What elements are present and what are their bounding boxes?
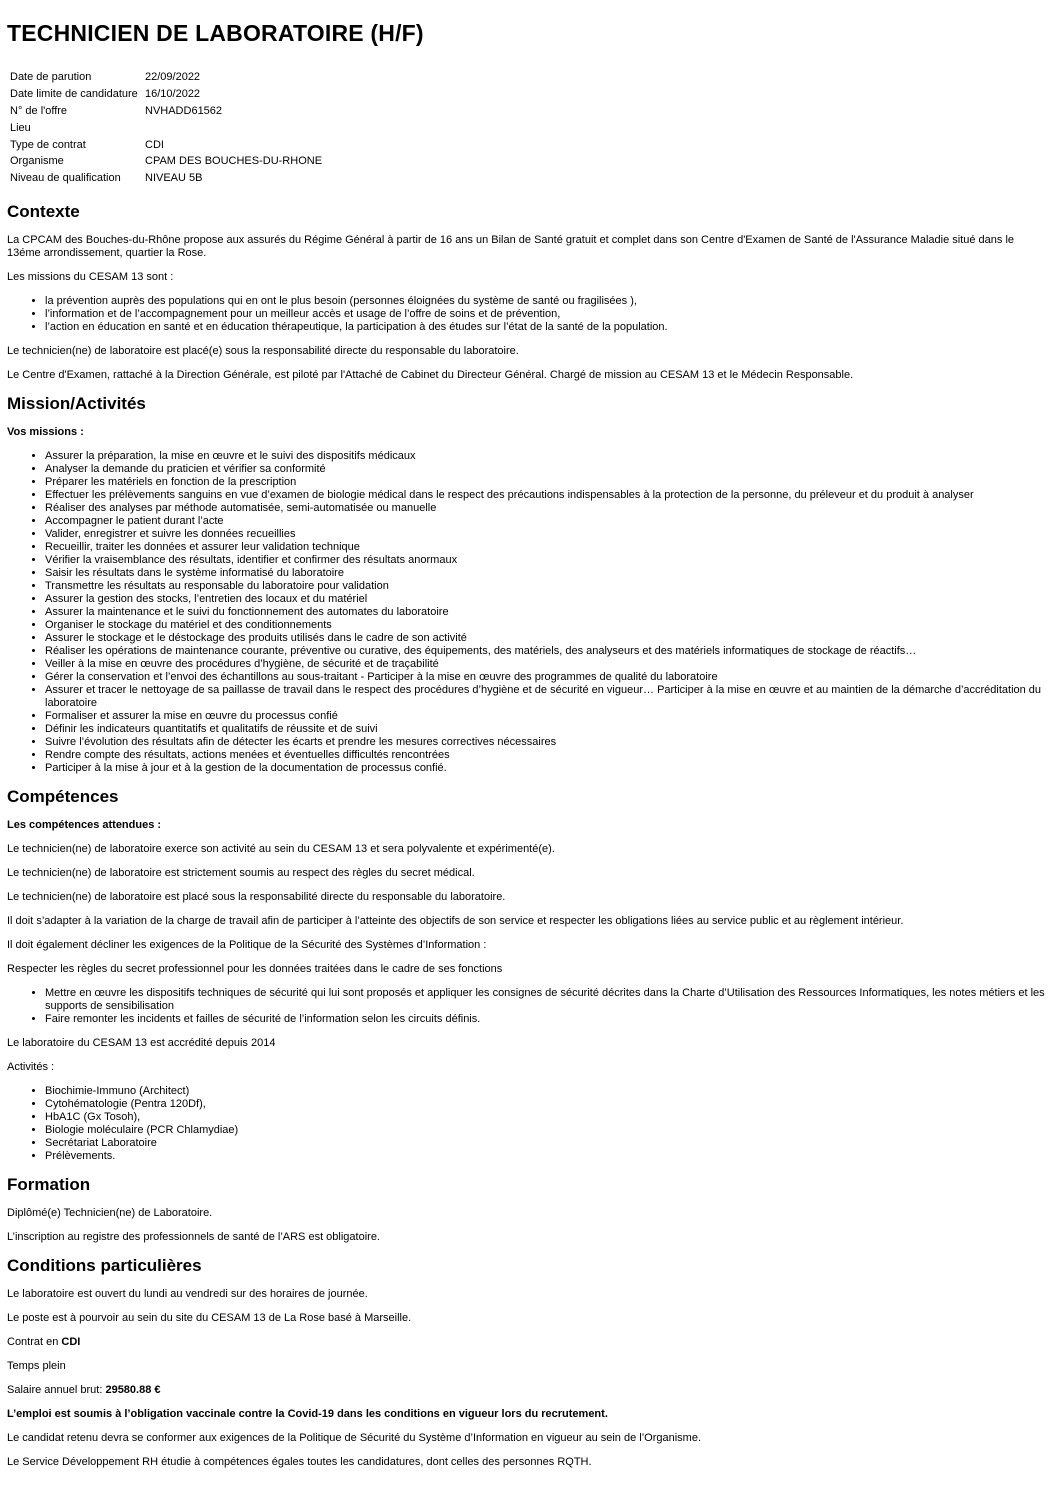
list-item: • Transmettre les résultats au responsable du laboratoire pour validation	[45, 580, 1047, 593]
section-formation	[7, 1174, 1047, 1244]
section-heading: Formation	[7, 1175, 91, 1194]
list-item: • Définir les indicateurs quantitatifs et qualitatifs de réussite et de suivi	[45, 723, 1047, 736]
section-heading: Contexte	[7, 202, 80, 221]
paragraph: Le candidat retenu devra se conformer aux exigences de la Politique de Sécurité du Système d’Information en vigueur au sein de l’Organisme.	[7, 1432, 702, 1444]
section-conditions	[7, 1255, 1047, 1469]
list-item: • Biologie moléculaire (PCR Chlamydiae)	[45, 1124, 1047, 1137]
bullet-list	[7, 1085, 1047, 1163]
list-item: • Participer à la mise à jour et à la gestion de la documentation de processus confié.	[45, 762, 1047, 775]
paragraph: Le technicien(ne) de laboratoire exerce son activité au sein du CESAM 13 et sera polyvalente et expérimenté(e).	[7, 843, 555, 855]
offer-detail-value: CPAM DES BOUCHES-DU-RHONE	[145, 155, 323, 168]
offer-detail-value: NVHADD61562	[145, 104, 223, 117]
bullet-list	[7, 295, 1047, 334]
paragraph: Le poste est à pourvoir au sein du site du CESAM 13 de La Rose basé à Marseille.	[7, 1312, 412, 1324]
list-item: • Analyser la demande du praticien et vérifier sa conformité	[45, 463, 1047, 476]
salary-value: 29580.88 €	[105, 1384, 161, 1396]
list-item: • Effectuer les prélèvements sanguins en vue d’examen de biologie médical dans le respect des précautions indispensables à la protection de la personne, du préleveur et du produit à analyser	[45, 489, 1047, 502]
list-item: • Valider, enregistrer et suivre les données recueillies	[45, 528, 1047, 541]
subheading: Vos missions :	[7, 426, 84, 438]
subheading: Les compétences attendues :	[7, 819, 162, 831]
list-item: • Vérifier la vraisemblance des résultats, identifier et confirmer des résultats anormaux	[45, 554, 1047, 567]
list-item: • l’information et de l’accompagnement pour un meilleur accès et usage de l’offre de soins et de prévention,	[45, 308, 1047, 321]
list-item: • Cytohématologie (Pentra 120Df),	[45, 1098, 1047, 1111]
paragraph: Le Centre d'Examen, rattaché à la Direction Générale, est piloté par l'Attaché de Cabinet du Directeur Général. Chargé de mission au CESAM 13 et le Médecin Responsable.	[7, 369, 854, 381]
vaccination-notice: L’emploi est soumis à l’obligation vaccinale contre la Covid-19 dans les conditions en vigueur lors du recrutement.	[7, 1408, 608, 1420]
list-item: • Biochimie-Immuno (Architect)	[45, 1085, 1047, 1098]
offer-detail-row	[8, 170, 324, 187]
section-heading: Compétences	[7, 787, 119, 806]
section-competences	[7, 786, 1047, 1163]
salary-prefix: Salaire annuel brut:	[7, 1384, 106, 1396]
list-item: • Gérer la conservation et l’envoi des échantillons au sous-traitant - Participer à la mise en œuvre des programmes de qualité du laboratoire	[45, 671, 1047, 684]
contract-prefix: Contrat en	[7, 1336, 62, 1348]
paragraph: Le laboratoire du CESAM 13 est accrédité depuis 2014	[7, 1037, 276, 1049]
paragraph: Activités :	[7, 1061, 55, 1073]
section-heading: Mission/Activités	[7, 394, 146, 413]
paragraph: Les missions du CESAM 13 sont :	[7, 271, 174, 283]
offer-detail-label: Organisme	[10, 155, 64, 168]
list-item: • Assurer le stockage et le déstockage des produits utilisés dans le cadre de son activité	[45, 632, 1047, 645]
offer-detail-row	[8, 119, 324, 136]
list-item: • Réaliser des analyses par méthode automatisée, semi-automatisée ou manuelle	[45, 502, 1047, 515]
list-item: • Veiller à la mise en œuvre des procédures d’hygiène, de sécurité et de traçabilité	[45, 658, 1047, 671]
offer-detail-label: N° de l'offre	[10, 104, 68, 117]
list-item: • HbA1C (Gx Tosoh),	[45, 1111, 1047, 1124]
salary-line	[7, 1384, 1047, 1397]
list-item: • l’action en éducation en santé et en éducation thérapeutique, la participation à des études sur l’état de la santé de la population.	[45, 321, 1047, 334]
offer-detail-value: 22/09/2022	[145, 71, 201, 84]
offer-detail-label: Lieu	[10, 121, 31, 134]
list-item: • Organiser le stockage du matériel et des conditionnements	[45, 619, 1047, 632]
list-item: • Rendre compte des résultats, actions menées et éventuelles difficultés rencontrées	[45, 749, 1047, 762]
section-mission	[7, 393, 1047, 775]
list-item: • Prélèvements.	[45, 1150, 1047, 1163]
offer-detail-label: Date de parution	[10, 71, 92, 84]
paragraph: Le technicien(ne) de laboratoire est placé sous la responsabilité directe du responsable du laboratoire.	[7, 891, 506, 903]
list-item: • Assurer la préparation, la mise en œuvre et le suivi des dispositifs médicaux	[45, 450, 1047, 463]
paragraph: Diplômé(e) Technicien(ne) de Laboratoire.	[7, 1207, 213, 1219]
offer-details-table	[8, 69, 324, 187]
contract-type-value: CDI	[61, 1336, 81, 1348]
bullet-list	[7, 987, 1047, 1026]
paragraph: Il doit s’adapter à la variation de la charge de travail afin de participer à l’atteinte des objectifs de son service et respecter les obligations liées au service public et au règlement intérieur.	[7, 915, 904, 927]
paragraph: Le Service Développement RH étudie à compétences égales toutes les candidatures, dont celles des personnes RQTH.	[7, 1456, 592, 1468]
list-item: • Mettre en œuvre les dispositifs techniques de sécurité qui lui sont proposés et appliquer les consignes de sécurité décrites dans la Charte d’Utilisation des Ressources Informatiques, les notes métiers et les supports de sensibilisation	[45, 987, 1047, 1013]
offer-detail-value: NIVEAU 5B	[145, 172, 203, 185]
list-item: • Faire remonter les incidents et failles de sécurité de l’information selon les circuits définis.	[45, 1013, 1047, 1026]
list-item: • Secrétariat Laboratoire	[45, 1137, 1047, 1150]
offer-detail-row	[8, 103, 324, 120]
paragraph: Temps plein	[7, 1360, 66, 1372]
list-item: • Réaliser les opérations de maintenance courante, préventive ou curative, des équipements, des matériels, des analyseurs et des matériels informatiques de stockage de réactifs…	[45, 645, 1047, 658]
paragraph: L’inscription au registre des professionnels de santé de l’ARS est obligatoire.	[7, 1231, 380, 1243]
paragraph: Respecter les règles du secret professionnel pour les données traitées dans le cadre de ses fonctions	[7, 963, 503, 975]
section-heading: Conditions particulières	[7, 1256, 202, 1275]
paragraph: Le technicien(ne) de laboratoire est placé(e) sous la responsabilité directe du responsable du laboratoire.	[7, 345, 519, 357]
list-item: • la prévention auprès des populations qui en ont le plus besoin (personnes éloignées du système de santé ou fragilisées ),	[45, 295, 1047, 308]
list-item: • Saisir les résultats dans le système informatisé du laboratoire	[45, 567, 1047, 580]
list-item: • Formaliser et assurer la mise en œuvre du processus confié	[45, 710, 1047, 723]
offer-detail-row	[8, 136, 324, 153]
list-item: • Préparer les matériels en fonction de la prescription	[45, 476, 1047, 489]
paragraph: Le laboratoire est ouvert du lundi au vendredi sur des horaires de journée.	[7, 1288, 368, 1300]
offer-detail-row	[8, 153, 324, 170]
offer-detail-value: 16/10/2022	[145, 88, 201, 101]
offer-detail-label: Niveau de qualification	[10, 172, 121, 185]
offer-detail-label: Date limite de candidature	[10, 88, 138, 101]
list-item: • Accompagner le patient durant l’acte	[45, 515, 1047, 528]
list-item: • Assurer la maintenance et le suivi du fonctionnement des automates du laboratoire	[45, 606, 1047, 619]
offer-detail-row	[8, 69, 324, 86]
paragraph: Le technicien(ne) de laboratoire est strictement soumis au respect des règles du secret médical.	[7, 867, 475, 879]
page-title: TECHNICIEN DE LABORATOIRE (H/F)	[7, 20, 424, 46]
offer-detail-label: Type de contrat	[10, 138, 86, 151]
section-contexte	[7, 201, 1047, 382]
paragraph: Il doit également décliner les exigences de la Politique de la Sécurité des Systèmes d’Information :	[7, 939, 487, 951]
bullet-list	[7, 450, 1047, 775]
contract-type-line	[7, 1336, 1047, 1349]
list-item: • Recueillir, traiter les données et assurer leur validation technique	[45, 541, 1047, 554]
offer-body	[7, 201, 1047, 1480]
paragraph: La CPCAM des Bouches-du-Rhône propose aux assurés du Régime Général à partir de 16 ans un Bilan de Santé gratuit et complet dans son Centre d'Examen de Santé de l'Assurance Maladie situé dans le 13éme arrondissement, quartier la Rose.	[7, 234, 1015, 259]
list-item: • Assurer et tracer le nettoyage de sa paillasse de travail dans le respect des procédures d’hygiène et de sécurité en vigueur… Participer à la mise en œuvre et au maintien de la démarche d’accréditation du laboratoire	[45, 684, 1047, 710]
list-item: • Assurer la gestion des stocks, l’entretien des locaux et du matériel	[45, 593, 1047, 606]
offer-detail-value	[143, 119, 324, 136]
offer-detail-row	[8, 86, 324, 103]
offer-detail-value: CDI	[145, 138, 164, 151]
list-item: • Suivre l’évolution des résultats afin de détecter les écarts et prendre les mesures correctives nécessaires	[45, 736, 1047, 749]
